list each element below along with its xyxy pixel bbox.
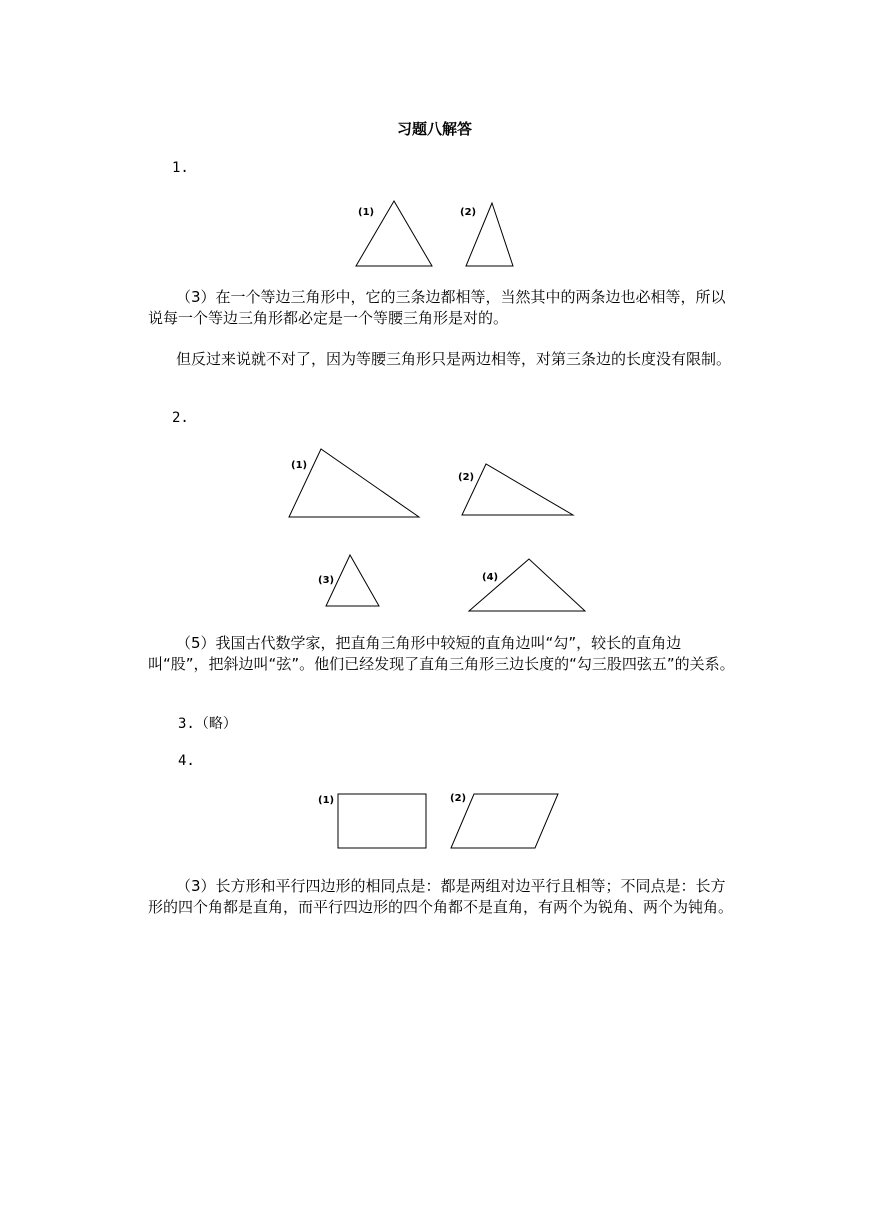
q1-label-2: (2) xyxy=(460,207,477,218)
q2-triangle-2 xyxy=(462,464,573,515)
q2-number: 2. xyxy=(172,410,189,426)
q1-number: 1. xyxy=(172,160,189,176)
q2-label-3: (3) xyxy=(318,575,335,586)
q1-answer-3 xyxy=(148,287,738,329)
q2-label-2: (2) xyxy=(458,472,475,483)
q4-parallelogram xyxy=(451,794,558,848)
q2-answer-5-text: （5）我国古代数学家，把直角三角形中较短的直角边叫“勾”，较长的直角边叫“股”，把斜边叫“弦”。他们已经发现了直角三角形三边长度的“勾三股四弦五”的关系。 xyxy=(148,634,735,673)
q2-triangle-1 xyxy=(289,449,419,517)
q2-triangle-4 xyxy=(469,559,585,611)
page-title: 习题八解答 xyxy=(396,120,472,138)
q4-label-2: (2) xyxy=(450,793,467,804)
q3-text: 3.（略） xyxy=(178,716,237,732)
q2-label-4: (4) xyxy=(482,572,499,583)
q4-answer-3 xyxy=(148,876,738,918)
q1-answer-note-text: 但反过来说就不对了，因为等腰三角形只是两边相等，对第三条边的长度没有限制。 xyxy=(176,350,732,368)
q2-answer-5 xyxy=(148,633,738,675)
q4-number: 4. xyxy=(178,753,195,769)
q4-label-1: (1) xyxy=(318,795,335,806)
q4-answer-3-text: （3）长方形和平行四边形的相同点是：都是两组对边平行且相等；不同点是：长方形的四个角都是直角，而平行四边形的四个角都不是直角，有两个为锐角、两个为钝角。 xyxy=(148,877,734,916)
q2-label-1: (1) xyxy=(291,460,308,471)
q4-rectangle xyxy=(338,794,426,848)
q1-answer-note xyxy=(148,349,738,370)
q1-label-1: (1) xyxy=(358,207,375,218)
q1-answer-3-text: （3）在一个等边三角形中，它的三条边都相等，当然其中的两条边也必相等，所以说每一个等边三角形都必定是一个等腰三角形是对的。 xyxy=(148,288,726,327)
